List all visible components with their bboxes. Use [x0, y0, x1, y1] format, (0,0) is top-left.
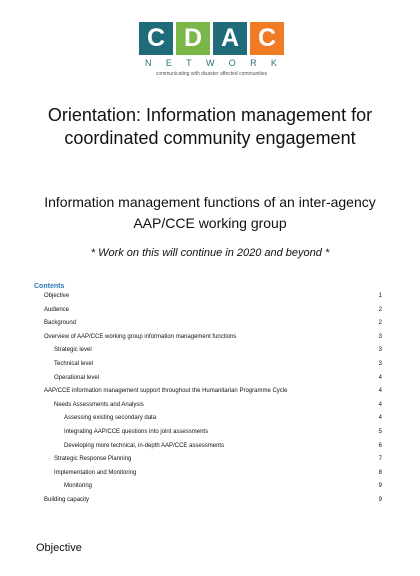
- cdac-network-logo: [139, 22, 284, 77]
- toc-entry-title: Strategic level: [54, 347, 92, 354]
- toc-entry-page: 1: [378, 293, 382, 299]
- toc-entry[interactable]: [34, 307, 382, 321]
- toc-entry-page: 5: [378, 428, 382, 435]
- toc-entry[interactable]: [34, 293, 382, 307]
- toc-entry-page: 2: [378, 306, 382, 313]
- table-of-contents: [34, 283, 382, 511]
- toc-entry[interactable]: [34, 443, 382, 457]
- toc-entry[interactable]: [34, 347, 382, 361]
- toc-entry-title: Building capacity: [44, 496, 90, 503]
- toc-entry-page: 9: [378, 496, 382, 503]
- toc-entry-title: Operational level: [54, 374, 100, 381]
- document-subtitle: Information management functions of an inter-agency AAP/CCE working group: [44, 194, 376, 231]
- toc-entry-page: 3: [378, 347, 382, 354]
- toc-heading: Contents: [34, 283, 65, 290]
- toc-entry-page: 2: [378, 320, 382, 327]
- toc-entry[interactable]: [34, 361, 382, 375]
- document-note: * Work on this will continue in 2020 and beyond *: [90, 247, 330, 259]
- toc-entry[interactable]: [34, 402, 382, 416]
- toc-entry-title: Developing more technical, in-depth AAP/CCE assessments: [64, 442, 225, 449]
- toc-entry-title: Background: [44, 320, 77, 327]
- document-title: Orientation: Information management for coordinated community engagement: [47, 105, 373, 148]
- toc-entry-page: 6: [378, 442, 382, 449]
- toc-entry-title: Technical level: [54, 360, 94, 367]
- toc-entry-page: 9: [378, 483, 382, 490]
- toc-entry-page: 7: [378, 456, 382, 463]
- toc-entry-title: Monitoring: [64, 483, 93, 490]
- toc-entry-title: Integrating AAP/CCE questions into joint assessments: [64, 428, 209, 435]
- toc-entry[interactable]: [34, 415, 382, 429]
- toc-entry-title: Overview of AAP/CCE working group information management functions: [44, 333, 237, 340]
- logo-letter-tile: C: [250, 22, 284, 55]
- logo-letter-tile: A: [213, 22, 247, 55]
- logo-tagline: communicating with disaster affected communities: [155, 71, 268, 77]
- toc-entry-title: Assessing existing secondary data: [64, 415, 157, 422]
- toc-entry[interactable]: [34, 497, 382, 511]
- toc-entry[interactable]: [34, 470, 382, 484]
- toc-entry[interactable]: [34, 429, 382, 443]
- logo-network-letter: N: [145, 58, 153, 68]
- logo-network-wordmark: [139, 58, 284, 68]
- toc-entry-page: 4: [378, 388, 382, 395]
- toc-entry-title: Objective: [44, 293, 70, 299]
- toc-entry[interactable]: [34, 388, 382, 402]
- toc-entry[interactable]: [34, 334, 382, 348]
- toc-entry-page: 3: [378, 360, 382, 367]
- toc-entry-title: AAP/CCE information management support throughout the Humanitarian Programme Cycle: [44, 388, 288, 395]
- toc-entry-title: Needs Assessments and Analysis: [54, 401, 144, 408]
- toc-entry-page: 4: [378, 401, 382, 408]
- toc-list: [34, 293, 382, 511]
- toc-entry-title: Implementation and Monitoring: [54, 469, 137, 476]
- logo-network-letter: T: [186, 58, 193, 68]
- logo-network-letter: O: [228, 58, 237, 68]
- toc-entry[interactable]: [34, 320, 382, 334]
- logo-letter-tiles: [139, 22, 284, 55]
- logo-letter-tile: C: [139, 22, 173, 55]
- section-heading-objective: Objective: [36, 542, 82, 554]
- toc-entry[interactable]: [34, 375, 382, 389]
- toc-entry[interactable]: [34, 456, 382, 470]
- logo-network-letter: E: [165, 58, 173, 68]
- toc-entry-page: 8: [378, 469, 382, 476]
- toc-entry-title: Audience: [44, 306, 70, 313]
- logo-letter-tile: D: [176, 22, 210, 55]
- toc-entry[interactable]: [34, 483, 382, 497]
- logo-network-letter: W: [205, 58, 216, 68]
- toc-entry-title: Strategic Response Planning: [54, 456, 132, 463]
- logo-network-letter: R: [250, 58, 258, 68]
- toc-entry-page: 4: [378, 415, 382, 422]
- toc-entry-page: 4: [378, 374, 382, 381]
- logo-network-letter: K: [270, 58, 278, 68]
- toc-entry-page: 3: [378, 333, 382, 340]
